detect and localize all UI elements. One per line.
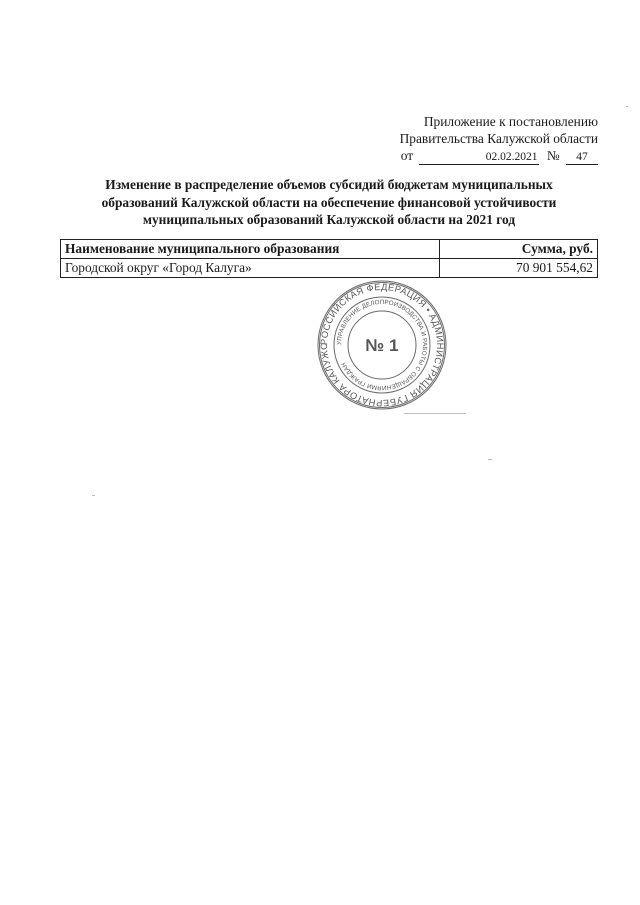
appendix-line-2: Правительства Калужской области	[399, 131, 598, 146]
appendix-header	[400, 113, 598, 165]
title-line-1: Изменение в распределение объемов субсидий бюджетам муниципальных	[105, 177, 553, 192]
title-line-2: образований Калужской области на обеспечение финансовой устойчивости	[101, 194, 557, 210]
title-line-3: муниципальных образований Калужской области на 2021 год	[142, 212, 516, 227]
seal-outer-text: РОССИЙСКАЯ ФЕДЕРАЦИЯ • АДМИНИСТРАЦИЯ ГУБЕРНАТОРА КАЛУЖС	[318, 281, 446, 409]
seal-stamp-icon	[316, 279, 448, 411]
resolution-date: 02.02.2021	[419, 150, 539, 165]
document-title	[60, 176, 598, 229]
amount-cell: 70 901 554,62	[440, 259, 598, 278]
number-sign: №	[546, 148, 560, 163]
column-header-municipality: Наименование муниципального образования	[61, 240, 440, 259]
scan-speck	[488, 459, 492, 460]
subsidy-table	[60, 239, 598, 278]
official-seal	[316, 279, 448, 411]
seal-center-number: № 1	[365, 336, 399, 355]
appendix-line-1: Приложение к постановлению	[423, 114, 598, 129]
table-header-row	[61, 240, 598, 259]
column-header-amount: Сумма, руб.	[440, 240, 598, 259]
resolution-number: 47	[566, 150, 598, 165]
scan-speck	[404, 413, 466, 414]
scan-speck	[92, 495, 95, 496]
from-label: от	[400, 148, 414, 163]
municipality-cell: Городской округ «Город Калуга»	[61, 259, 440, 278]
table-row	[61, 259, 598, 278]
scan-speck	[626, 106, 628, 107]
appendix-number-line	[400, 147, 598, 165]
seal-inner-text: УПРАВЛЕНИЕ ДЕЛОПРОИЗВОДСТВА И РАБОТЫ С ОБРАЩЕНИЯМИ ГРАЖДАН	[335, 298, 429, 392]
